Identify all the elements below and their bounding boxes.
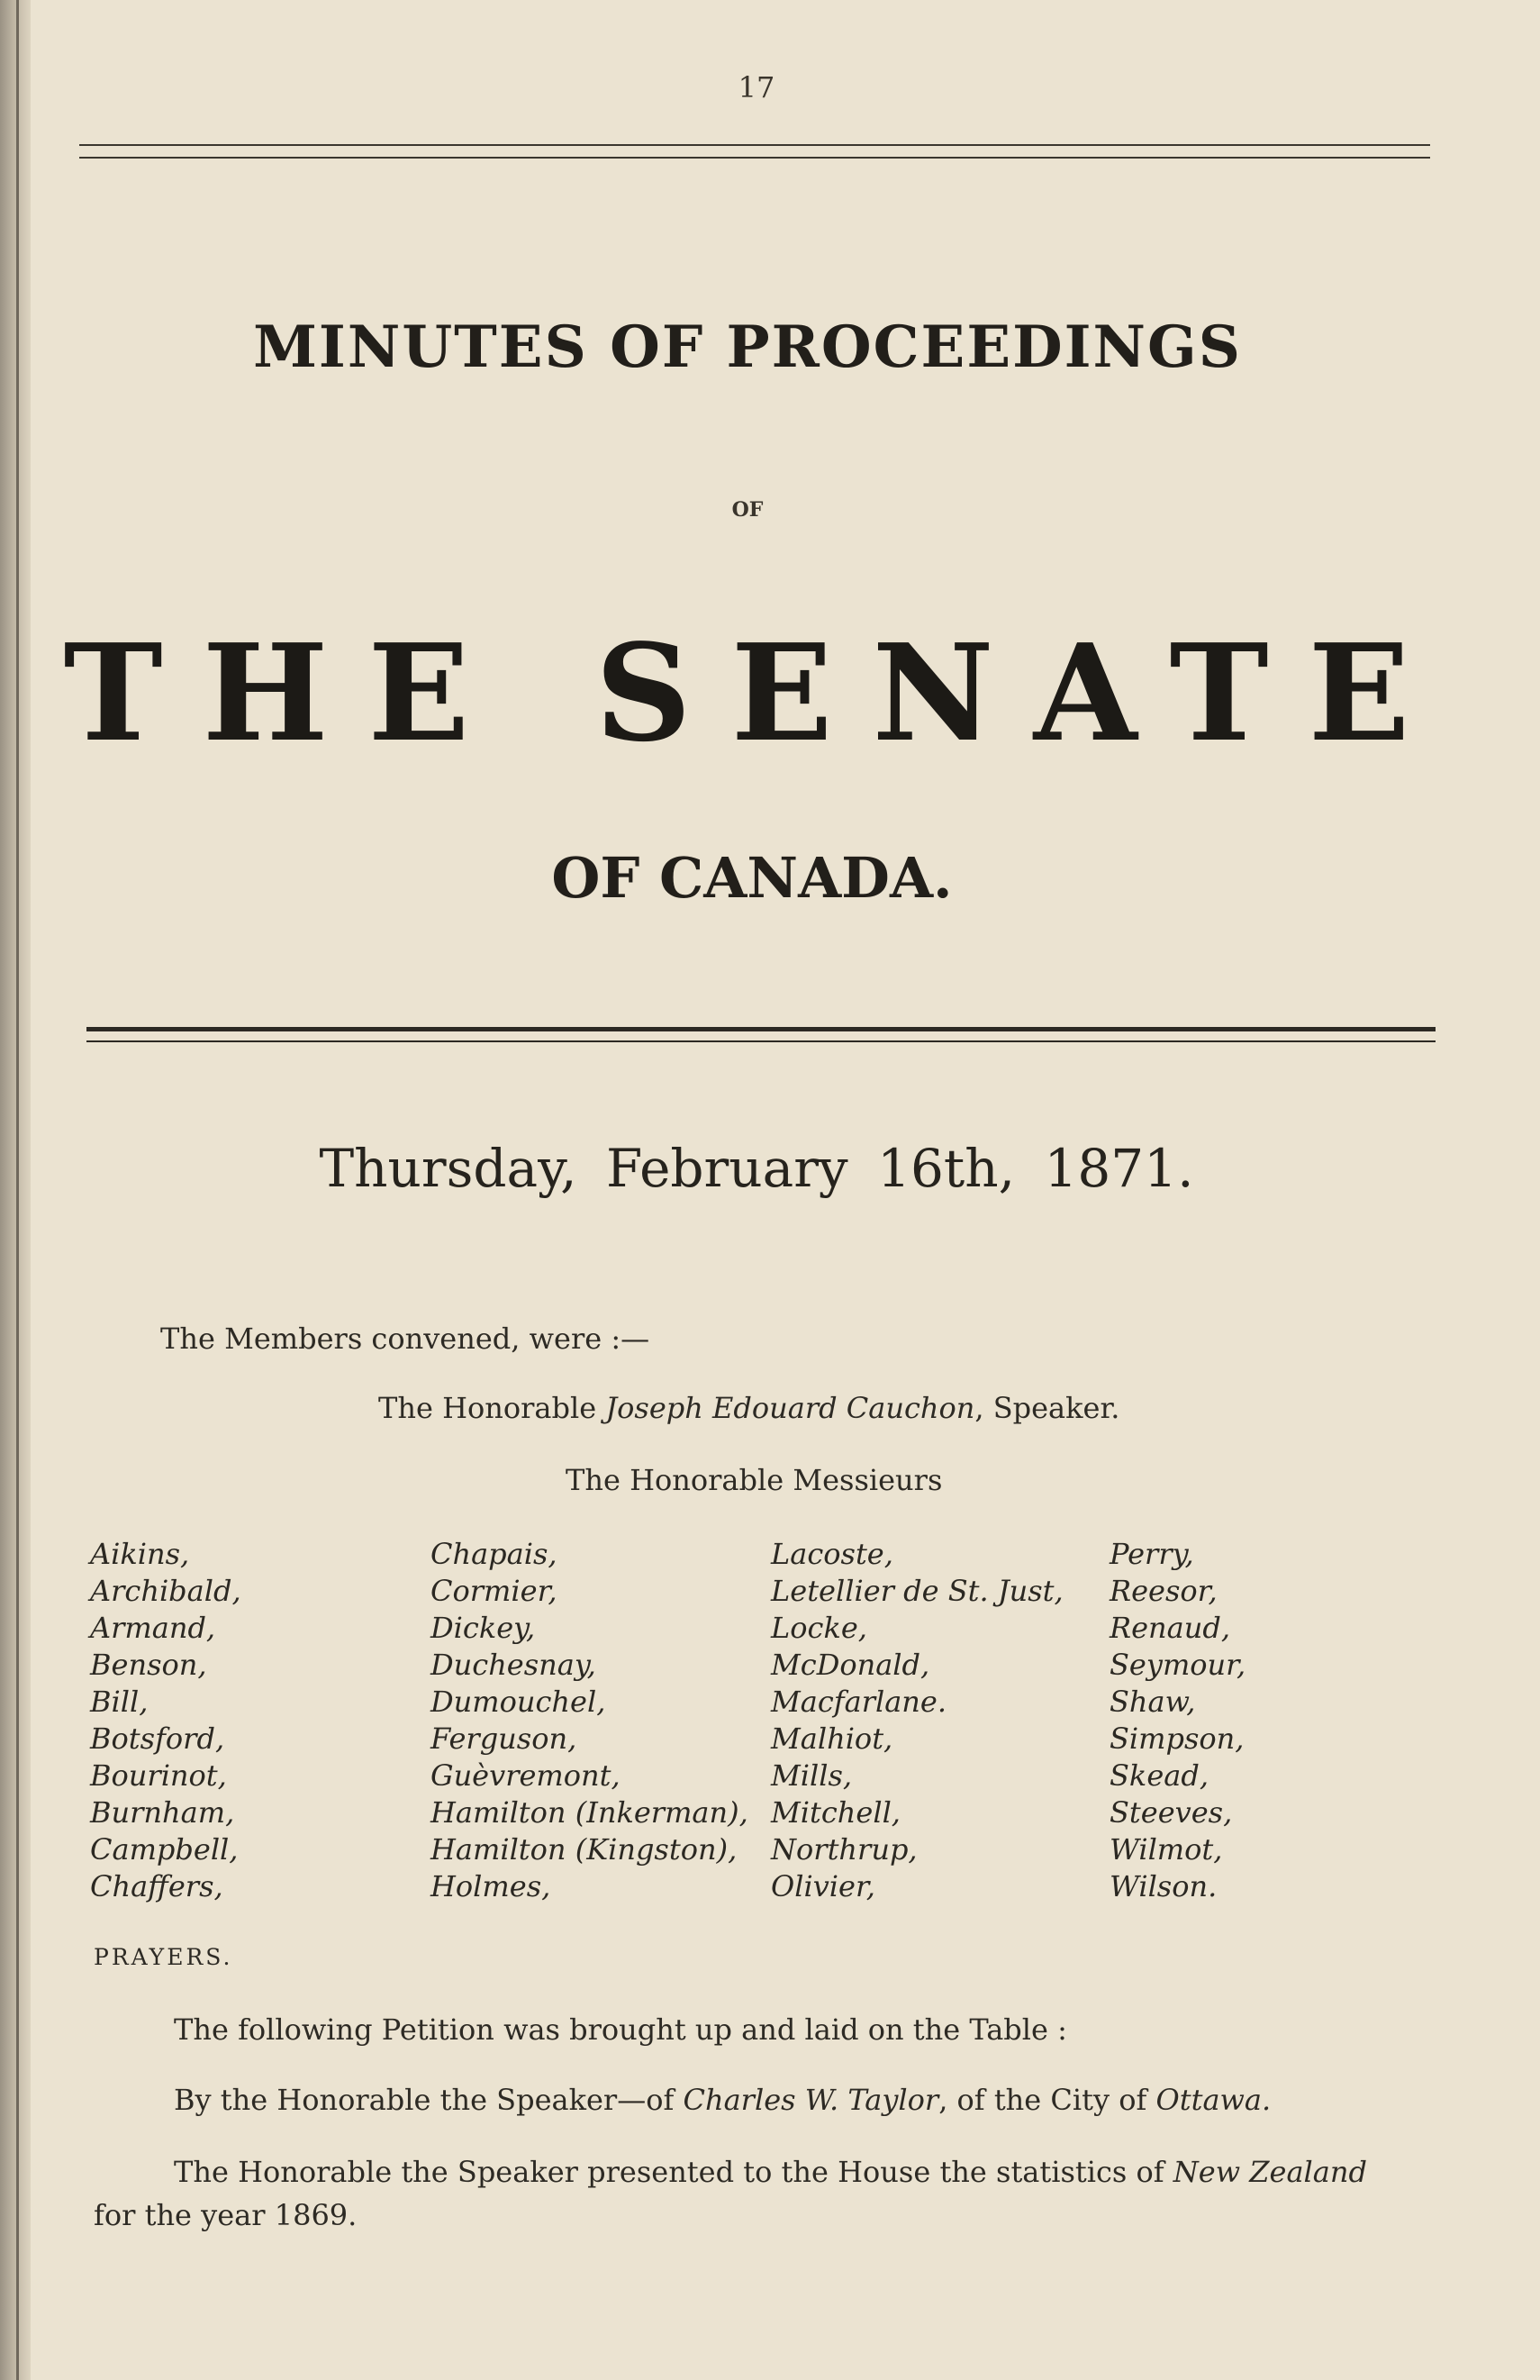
member-name: Shaw, (1110, 1685, 1196, 1719)
petition-paragraph (174, 2083, 1271, 2117)
member-name: Simpson, (1110, 1721, 1245, 1756)
prayers-heading: PRAYERS. (94, 1944, 233, 1970)
petitioner-name: Charles W. Taylor (683, 2083, 939, 2117)
member-name: Dumouchel, (430, 1685, 606, 1719)
statistics-paragraph (174, 2155, 1471, 2189)
member-name: Malhiot, (771, 1721, 893, 1756)
page-number: 17 (738, 70, 775, 104)
members-column-2 (430, 1536, 748, 1905)
member-name: Wilmot, (1110, 1832, 1223, 1867)
section-rule (86, 1027, 1436, 1042)
member-name: Olivier, (771, 1869, 875, 1903)
member-name: Lacoste, (771, 1537, 893, 1571)
statistics-paragraph-line2: for the year 1869. (94, 2198, 358, 2232)
members-column-1 (90, 1536, 241, 1905)
member-name: Reesor, (1110, 1574, 1218, 1608)
title-of: OF (731, 498, 764, 522)
member-name: Perry, (1110, 1537, 1194, 1571)
member-name: Benson, (90, 1648, 207, 1682)
speaker-prefix: The Honorable (378, 1391, 597, 1425)
member-name: Holmes, (430, 1869, 551, 1903)
member-name: McDonald, (771, 1648, 930, 1682)
members-intro: The Members convened, were :— (160, 1322, 650, 1356)
member-name: Skead, (1110, 1758, 1209, 1793)
member-name: Steeves, (1110, 1795, 1233, 1830)
member-name: Wilson. (1110, 1869, 1218, 1903)
member-name: Letellier de St. Just, (771, 1574, 1064, 1608)
member-name: Cormier, (430, 1574, 557, 1608)
title-the-senate: THE SENATE (63, 614, 1450, 771)
statistics-place: New Zealand (1173, 2155, 1367, 2189)
session-date: Thursday, February 16th, 1871. (319, 1138, 1194, 1199)
speaker-suffix: , Speaker. (974, 1391, 1120, 1425)
petition-intro-paragraph: The following Petition was brought up and laid on the Table : (174, 2012, 1067, 2047)
honorable-messieurs-heading: The Honorable Messieurs (566, 1463, 943, 1497)
member-name: Northrup, (771, 1832, 918, 1867)
member-name: Mills, (771, 1758, 853, 1793)
top-rule (79, 144, 1430, 159)
member-name: Botsford, (90, 1721, 225, 1756)
member-name: Guèvremont, (430, 1758, 621, 1793)
member-name: Renaud, (1110, 1611, 1230, 1645)
member-name: Armand, (90, 1611, 216, 1645)
member-name: Locke, (771, 1611, 867, 1645)
members-column-3 (771, 1536, 1064, 1905)
member-name: Macfarlane. (771, 1685, 947, 1719)
speaker-line (378, 1391, 1119, 1425)
title-of-canada: OF CANADA. (551, 845, 953, 911)
member-name: Dickey, (430, 1611, 536, 1645)
petition-mid: , of the City of (938, 2083, 1147, 2117)
member-name: Hamilton (Inkerman), (430, 1795, 748, 1830)
member-name: Seymour, (1110, 1648, 1246, 1682)
member-name: Campbell, (90, 1832, 239, 1867)
member-name: Ferguson, (430, 1721, 577, 1756)
member-name: Aikins, (90, 1537, 190, 1571)
member-name: Bourinot, (90, 1758, 227, 1793)
speaker-name: Joseph Edouard Cauchon (605, 1391, 975, 1425)
member-name: Hamilton (Kingston), (430, 1832, 738, 1867)
member-name: Archibald, (90, 1574, 241, 1608)
member-name: Chaffers, (90, 1869, 223, 1903)
member-name: Mitchell, (771, 1795, 901, 1830)
member-name: Duchesnay, (430, 1648, 596, 1682)
member-name: Chapais, (430, 1537, 557, 1571)
member-name: Burnham, (90, 1795, 235, 1830)
title-minutes-of-proceedings: MINUTES OF PROCEEDINGS (253, 313, 1242, 381)
petition-place: Ottawa. (1155, 2083, 1272, 2117)
petition-prefix: By the Honorable the Speaker—of (174, 2083, 675, 2117)
members-column-4 (1110, 1536, 1246, 1905)
statistics-prefix: The Honorable the Speaker presented to the House the statistics of (174, 2155, 1164, 2189)
member-name: Bill, (90, 1685, 149, 1719)
